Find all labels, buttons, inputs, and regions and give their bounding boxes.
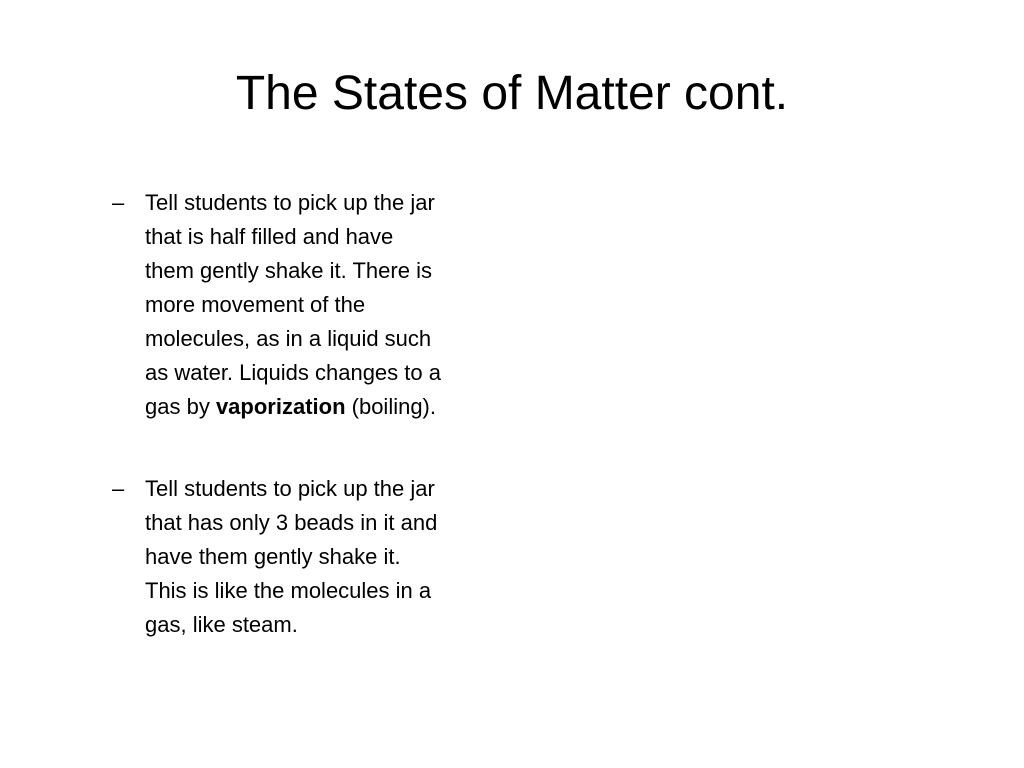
bullet-text <box>145 472 512 642</box>
bullet-text-before: Tell students to pick up the jar that is half filled and have them gently shake it. There is more movement of the molecules, as in a liquid such as water. Liquids changes to a gas by <box>145 190 441 419</box>
bullet-list <box>112 186 512 690</box>
bullet-text-before: Tell students to pick up the jar that has only 3 beads in it and have them gently shake it. This is like the molecules in a gas, like steam. <box>145 476 438 637</box>
bullet-item-gas <box>112 472 512 642</box>
slide-title: The States of Matter cont. <box>235 67 789 120</box>
bullet-text <box>145 186 512 424</box>
dash-bullet-icon: – <box>112 190 125 215</box>
dash-bullet-icon: – <box>112 476 125 501</box>
bold-term: vaporization <box>215 394 346 419</box>
bullet-item-liquid <box>112 186 512 424</box>
bullet-text-after: (boiling). <box>345 394 436 419</box>
